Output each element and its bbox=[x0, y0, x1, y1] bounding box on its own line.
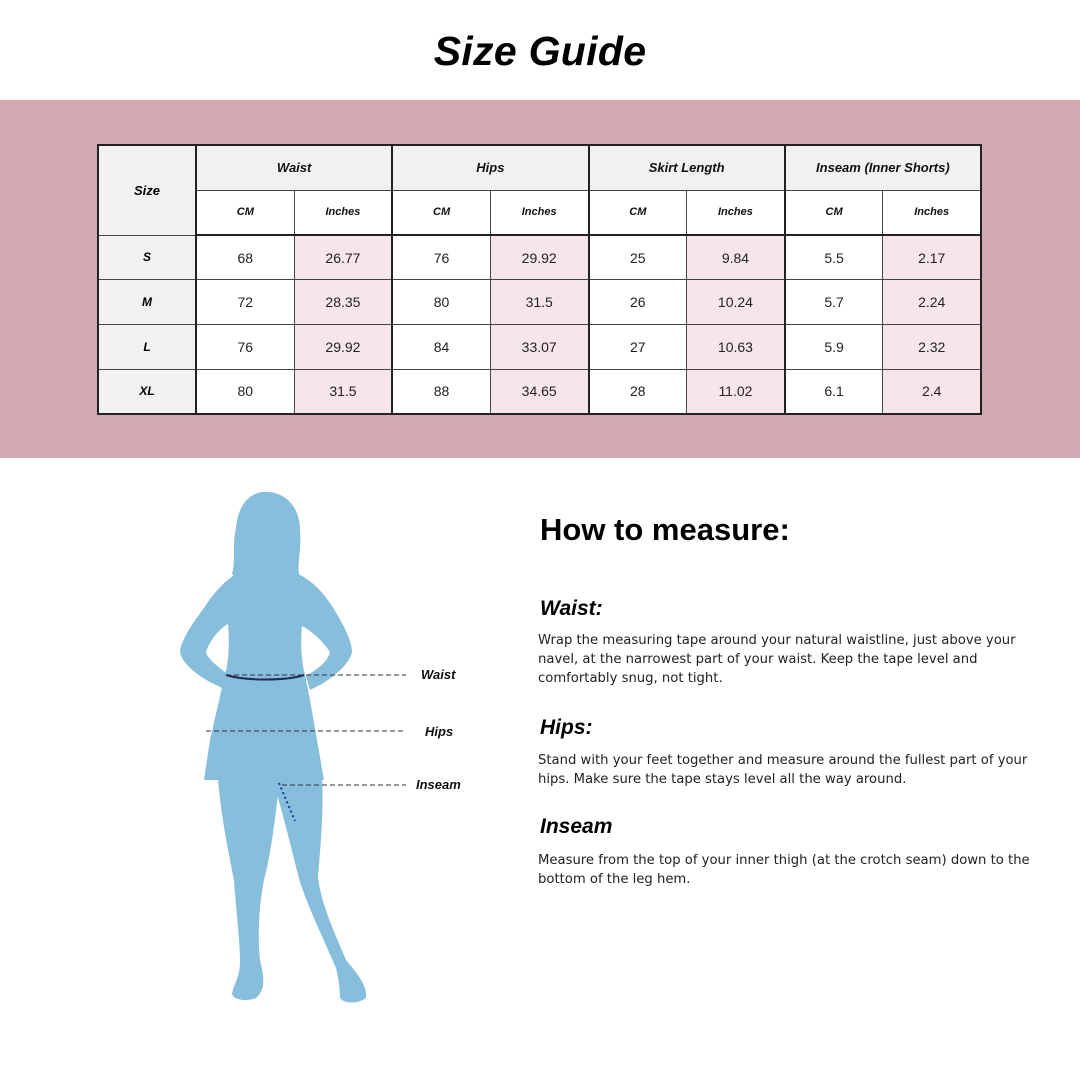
value-cell: 9.84 bbox=[687, 235, 785, 280]
size-cell: XL bbox=[98, 369, 196, 414]
table-row bbox=[98, 369, 981, 414]
value-cell: 76 bbox=[392, 235, 490, 280]
table-row bbox=[98, 235, 981, 280]
value-cell: 26 bbox=[589, 280, 687, 325]
value-cell: 10.24 bbox=[687, 280, 785, 325]
group-header-waist: Waist bbox=[196, 145, 392, 190]
size-cell: L bbox=[98, 325, 196, 370]
value-cell: 2.24 bbox=[883, 280, 981, 325]
page-title: Size Guide bbox=[433, 28, 647, 74]
group-header-skirt-length: Skirt Length bbox=[589, 145, 785, 190]
group-header-hips: Hips bbox=[392, 145, 588, 190]
size-cell: S bbox=[98, 235, 196, 280]
hips-label: Hips bbox=[425, 724, 454, 739]
unit-header-inches: Inches bbox=[294, 190, 392, 235]
hips-section-body: Stand with your feet together and measure around the fullest part of your hips. Make sure the tape stays level all the way around. bbox=[538, 753, 1028, 787]
value-cell: 80 bbox=[196, 369, 294, 414]
value-cell: 88 bbox=[392, 369, 490, 414]
inseam-section-title: Inseam bbox=[540, 815, 613, 838]
unit-header-cm: CM bbox=[196, 190, 294, 235]
value-cell: 29.92 bbox=[294, 325, 392, 370]
unit-header-inches: Inches bbox=[490, 190, 588, 235]
unit-header-cm: CM bbox=[785, 190, 883, 235]
unit-header-cm: CM bbox=[589, 190, 687, 235]
value-cell: 84 bbox=[392, 325, 490, 370]
value-cell: 28 bbox=[589, 369, 687, 414]
unit-header-inches: Inches bbox=[883, 190, 981, 235]
value-cell: 2.4 bbox=[883, 369, 981, 414]
value-cell: 31.5 bbox=[490, 280, 588, 325]
value-cell: 2.32 bbox=[883, 325, 981, 370]
size-cell: M bbox=[98, 280, 196, 325]
waist-section-body: Wrap the measuring tape around your natural waistline, just above your navel, at the narrowest part of your waist. Keep the tape level and comfortably snug, not tight. bbox=[538, 633, 1016, 686]
value-cell: 28.35 bbox=[294, 280, 392, 325]
value-cell: 34.65 bbox=[490, 369, 588, 414]
value-cell: 11.02 bbox=[687, 369, 785, 414]
waist-section-title: Waist: bbox=[540, 597, 603, 620]
value-cell: 80 bbox=[392, 280, 490, 325]
inseam-section-body: Measure from the top of your inner thigh (at the crotch seam) down to the bottom of the leg hem. bbox=[538, 853, 1030, 887]
waist-label: Waist bbox=[421, 667, 456, 682]
value-cell: 26.77 bbox=[294, 235, 392, 280]
unit-header-cm: CM bbox=[392, 190, 490, 235]
value-cell: 5.5 bbox=[785, 235, 883, 280]
value-cell: 31.5 bbox=[294, 369, 392, 414]
inseam-label: Inseam bbox=[416, 777, 461, 792]
value-cell: 27 bbox=[589, 325, 687, 370]
unit-header-inches: Inches bbox=[687, 190, 785, 235]
value-cell: 68 bbox=[196, 235, 294, 280]
size-table bbox=[97, 144, 982, 415]
value-cell: 6.1 bbox=[785, 369, 883, 414]
woman-silhouette-icon bbox=[150, 485, 490, 1015]
value-cell: 2.17 bbox=[883, 235, 981, 280]
hips-section-title: Hips: bbox=[540, 716, 593, 739]
how-to-measure-title: How to measure: bbox=[540, 512, 790, 547]
value-cell: 76 bbox=[196, 325, 294, 370]
size-column-header: Size bbox=[98, 145, 196, 235]
table-row bbox=[98, 280, 981, 325]
value-cell: 5.7 bbox=[785, 280, 883, 325]
value-cell: 72 bbox=[196, 280, 294, 325]
table-row bbox=[98, 325, 981, 370]
value-cell: 33.07 bbox=[490, 325, 588, 370]
value-cell: 5.9 bbox=[785, 325, 883, 370]
group-header-inseam: Inseam (Inner Shorts) bbox=[785, 145, 981, 190]
value-cell: 25 bbox=[589, 235, 687, 280]
value-cell: 10.63 bbox=[687, 325, 785, 370]
value-cell: 29.92 bbox=[490, 235, 588, 280]
